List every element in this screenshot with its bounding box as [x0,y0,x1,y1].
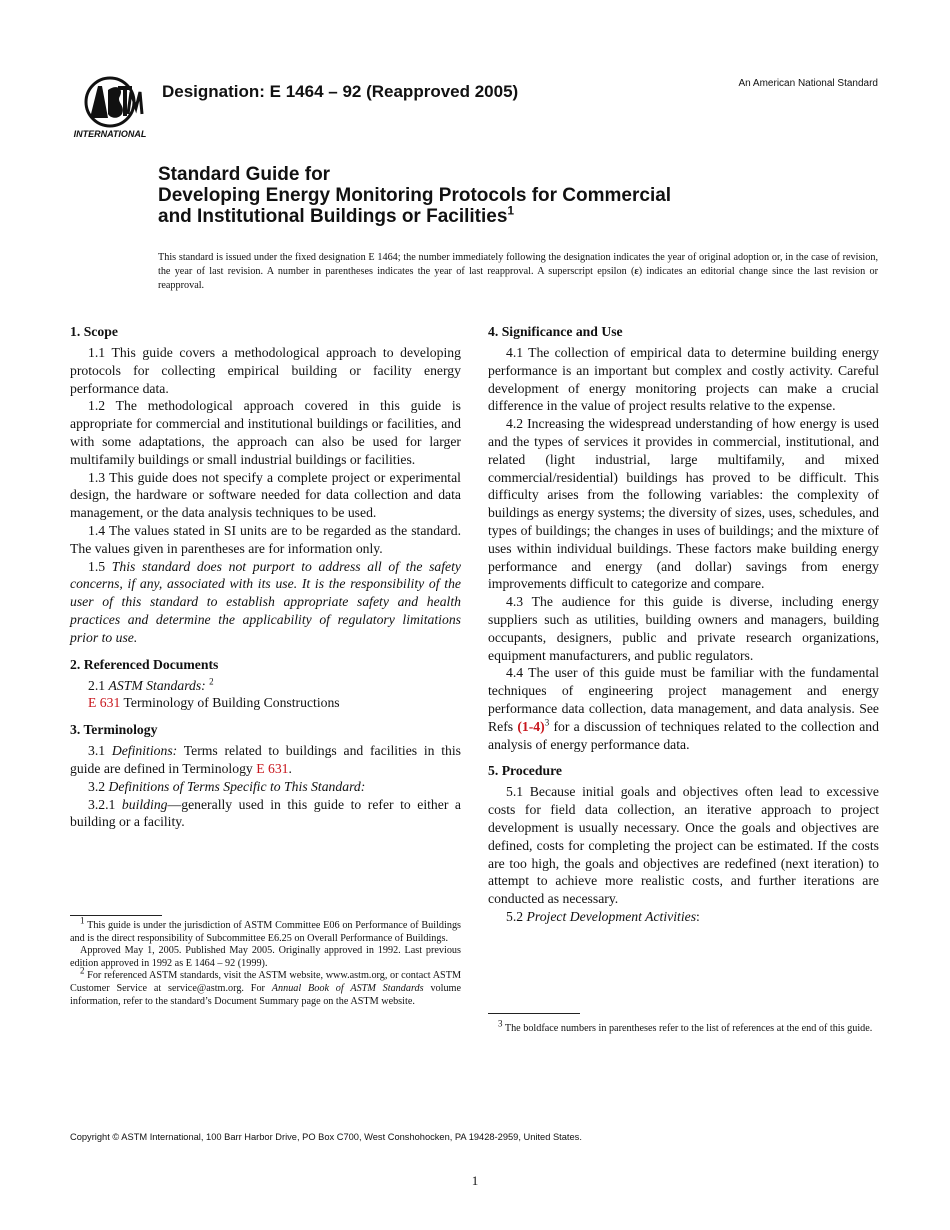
section-procedure [488,762,879,925]
designation: Designation: E 1464 – 92 (Reapproved 2005) [162,82,519,101]
footnote-1b: Approved May 1, 2005. Published May 2005. Originally approved in 1992. Last previous edition approved in 1992 as E 1464 – 92 (1999). [70,945,461,969]
american-national-standard: An American National Standard [738,78,878,89]
scope-1-1: 1.1 This guide covers a methodological approach to developing protocols for collecting empirical building or facility energy performance data. [70,345,461,396]
right-footnotes [488,1013,879,1036]
terminology-heading: 3. Terminology [70,722,158,738]
e631-link[interactable]: E 631 [88,695,121,711]
footnote-2: $^2$ For referenced ASTM standards, visit the ASTM website, www.astm.org, or contact ASTM Customer Service at service@astm.org. For Annual Book of ASTM Standards volume information, refer to the standard’s Document Summary page on the ASTM website. [70,965,461,1007]
refdocs-2-1: 2.1 ASTM Standards: $^2$ [88,675,214,693]
procedure-heading: 5. Procedure [488,763,562,779]
logo-international-text: INTERNATIONAL [73,129,147,139]
section-significance [488,323,879,753]
scope-1-2: 1.2 The methodological approach covered in this guide is appropriate for commercial and institutional buildings or facilities, and with some adaptations, the approach can also be used for larger multifamily buildings or small industrial buildings or facilities. [70,398,461,467]
terminology-3-1: 3.1 Definitions: Terms related to buildings and facilities in this guide are defined in Terminology E 631. [70,743,462,776]
title-footnote-ref: 1 [507,203,515,218]
right-column [488,323,879,935]
left-column [70,323,461,840]
significance-4-1: 4.1 The collection of empirical data to determine building energy performance is an important but complex and costly activity. Careful development of energy monitoring projects can make a crucial difference in the value of project results relative to the expense. [488,345,879,414]
left-footnotes [70,915,461,1008]
refdocs-e631: E 631 Terminology of Building Constructions [88,695,340,711]
section-terminology [70,721,461,831]
scope-heading: 1. Scope [70,324,118,339]
footnote-divider-right [488,1013,580,1014]
copyright: Copyright © ASTM International, 100 Barr Harbor Drive, PO Box C700, West Conshohocken, PA 19428-2959, United States. [70,1132,582,1142]
terminology-3-2-1: 3.2.1 building—generally used in this guide to refer to either a building or a facility. [70,796,461,830]
section-scope [70,323,461,647]
footnote-3: $^3$ The boldface numbers in parentheses refer to the list of references at the end of this guide. [498,1018,873,1034]
refdocs-heading: 2. Referenced Documents [70,656,219,672]
significance-4-3: 4.3 The audience for this guide is diverse, including energy suppliers such as utilities, building owners and managers, building occupants, designers, public and private research organizations, equipment manufacturers, and public regulators. [488,594,879,663]
scope-1-3: 1.3 This guide does not specify a complete project or experimental design, the hardware or software needed for data collection and data management, or the data analysis techniques to be used. [70,469,461,521]
scope-1-5: 1.5 This standard does not purport to address all of the safety concerns, if any, associated with its use. It is the responsibility of the user of this standard to establish appropriate safety and health practices and determine the applicability of regulatory limitations prior to use. [70,558,462,645]
page-number: 1 [471,1173,479,1188]
astm-logo [68,74,152,140]
terminology-3-2: 3.2 Definitions of Terms Specific to This Standard: [88,778,366,794]
title-line-1: Standard Guide for [158,164,331,185]
issuance-note: This standard is issued under the fixed designation E 1464; the number immediately following the designation indicates the year of original adoption or, in the case of revision, the year of last revision. A number in parentheses indicates the year of last reapproval. A superscript epsilon (ε) indicates an editorial change since the last revision or reapproval. [158,252,878,291]
document-title [158,164,878,227]
footnote-1: $^1$ This guide is under the jurisdiction of ASTM Committee E06 on Performance of Buildings and is the direct responsibility of Subcommittee E6.25 on Overall Performance of Buildings. [70,915,461,944]
significance-4-2: 4.2 Increasing the widespread understanding of how energy is used and the types of services it provides in commercial, institutional, and related (light industrial, large multifamily, and mixed commercial/residential) buildings has proved to be difficult. This difficulty arises from the following variables: the complexity of buildings as energy systems; the diversity of sizes, uses, schedules, and types of buildings; the changes in uses of buildings; and the mixture of uses within individual buildings. These factors make building energy performance and energy (and dollar) savings from energy improvements difficult to categorize and compare. [488,416,879,592]
significance-4-4: 4.4 The user of this guide must be familiar with the fundamental techniques of engineering project management and energy performance data collection, data management, and data analysis. See Refs $(1-4)^3$ for a discussion of techniques related to the collection and analysis of energy performance data. [488,665,879,752]
significance-heading: 4. Significance and Use [488,324,623,339]
astm-logo-icon [68,74,152,140]
procedure-5-1: 5.1 Because initial goals and objectives often lead to excessive costs for field data collection, an iterative approach to project development is usually necessary. Once the goals and objectives are defined, costs for completing the project can be estimated. If the costs are too high, the goals and objectives are redefined (next iteration) to attempt to achieve more realistic costs, and further iterations are conducted as necessary. [488,784,879,907]
procedure-5-2: 5.2 Project Development Activities: [506,908,700,924]
section-referenced-documents [70,656,461,713]
title-line-3: and Institutional Buildings or Facilities$^1$ [158,203,515,227]
title-line-2: Developing Energy Monitoring Protocols for Commercial [158,185,672,206]
scope-1-4: 1.4 The values stated in SI units are to be regarded as the standard. The values given in parentheses are for information only. [70,522,461,556]
e631-link-2[interactable]: E 631 [256,760,289,776]
refs-link[interactable]: (1-4) [517,718,545,734]
